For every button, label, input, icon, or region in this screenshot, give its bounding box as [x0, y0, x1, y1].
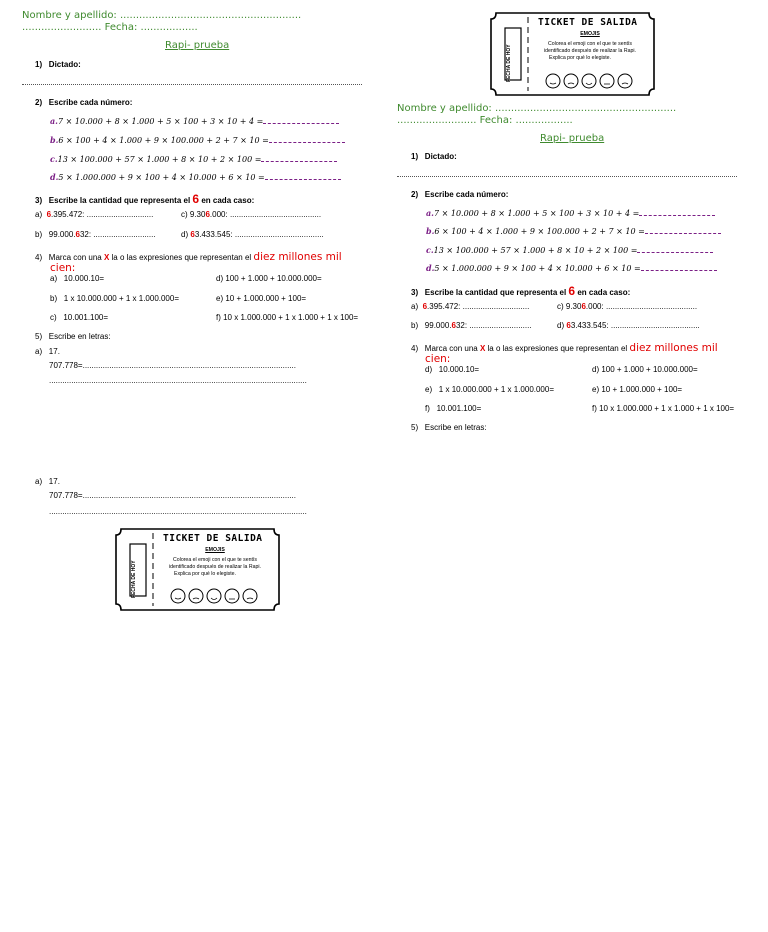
ticket-line3: Explica por qué lo elegiste. — [549, 55, 611, 61]
ticket-side-label: FECHA DE HOY — [131, 560, 137, 598]
date-label: ......................... Fecha: .................. — [22, 22, 198, 33]
exit-ticket-right — [490, 12, 655, 96]
answer-blank[interactable] — [639, 209, 715, 216]
q2-heading: 2) Escribe cada número: — [35, 98, 133, 107]
answer-blank[interactable] — [641, 264, 717, 271]
q5-heading: 5) Escribe en letras: — [411, 423, 487, 432]
q4-option-c[interactable]: c) 10.001.100= — [50, 313, 109, 322]
q3-a: a) 6.395.472: .............................. — [35, 210, 154, 219]
q2-item-c: c.13 × 100.000 + 57 × 1.000 + 8 × 10 + 2 × 100 = — [50, 154, 337, 164]
answer-blank[interactable] — [263, 117, 339, 124]
answer-blank[interactable] — [265, 173, 341, 180]
q1-heading: 1) Dictado: — [35, 60, 81, 69]
ticket-subtitle: EMOJIS — [205, 547, 225, 553]
q3-heading: 3) Escribe la cantidad que representa el 6 en cada caso: — [35, 192, 255, 206]
q4-heading: 4) Marca con una X la o las expresiones que representan el diez millones mil — [35, 251, 342, 263]
q4-option-d[interactable]: d) 100 + 1.000 + 10.000.000= — [216, 274, 322, 283]
q4-option-f-left[interactable]: f) 10.001.100= — [425, 404, 482, 413]
dictation-line — [397, 176, 737, 177]
q1-heading: 1) Dictado: — [411, 152, 457, 161]
q3-c: c) 9.306.000: ......................................... — [557, 302, 698, 311]
q3-c: c) 9.306.000: ......................................... — [181, 210, 322, 219]
q3-heading: 3) Escribe la cantidad que representa el 6 en cada caso: — [411, 284, 631, 298]
q4-option-d-left[interactable]: d) 10.000.10= — [425, 365, 480, 374]
ticket-subtitle: EMOJIS — [580, 31, 600, 37]
q2-item-b: b.6 × 100 + 4 × 1.000 + 9 × 100.000 + 2 + 7 × 10 = — [426, 226, 721, 236]
q3-b: b) 99.000.632: ............................ — [35, 230, 156, 239]
q4-option-b[interactable]: b) 1 x 10.000.000 + 1 x 1.000.000= — [50, 294, 180, 303]
q5-heading: 5) Escribe en letras: — [35, 332, 111, 341]
ticket-line3: Explica por qué lo elegiste. — [174, 571, 236, 577]
q3-d: d) 63.433.545: ........................................ — [557, 321, 700, 330]
exit-ticket-left — [115, 528, 280, 611]
ticket-title: TICKET DE SALIDA — [538, 17, 638, 28]
ticket-side-label: FECHA DE HOY — [506, 44, 512, 82]
name-label: Nombre y apellido: ......................................................... — [397, 103, 677, 114]
q4-option-e-left[interactable]: e) 1 x 10.000.000 + 1 x 1.000.000= — [425, 385, 555, 394]
q5-a: a) 17. — [35, 347, 60, 356]
q4-highlight-cont: cien: — [50, 262, 76, 274]
ticket-line2: identificado después de realizar la Rapi. — [169, 564, 261, 570]
answer-blank[interactable] — [269, 136, 345, 143]
q2-item-a: a.7 × 10.000 + 8 × 1.000 + 5 × 100 + 3 × 10 + 4 = — [426, 208, 715, 218]
answer-blank[interactable] — [637, 246, 713, 253]
dictation-line — [22, 84, 362, 85]
worksheet-title: Rapi- prueba — [165, 40, 230, 51]
ticket-line1: Colorea el emoji con el que te sentís — [173, 557, 257, 563]
q5-a-line3: .................................................................................................................... — [49, 376, 307, 385]
q3-d: d) 63.433.545: ........................................ — [181, 230, 324, 239]
q4-option-a[interactable]: a) 10.000.10= — [50, 274, 105, 283]
q2-heading: 2) Escribe cada número: — [411, 190, 509, 199]
q2-item-c: c.13 × 100.000 + 57 × 1.000 + 8 × 10 + 2 × 100 = — [426, 245, 713, 255]
date-label: ......................... Fecha: .................. — [397, 115, 573, 126]
name-label: Nombre y apellido: ......................................................... — [22, 10, 302, 21]
q4-option-e[interactable]: e) 10 + 1.000.000 + 100= — [592, 385, 683, 394]
q4-highlight-cont: cien: — [425, 353, 451, 365]
q2-item-d: d.5 × 1.000.000 + 9 × 100 + 4 × 10.000 + 6 × 10 = — [50, 172, 341, 182]
q4-heading: 4) Marca con una X la o las expresiones que representan el diez millones mil — [411, 342, 718, 354]
q4-option-e[interactable]: e) 10 + 1.000.000 + 100= — [216, 294, 307, 303]
q5-a-line2: 707.778=................................................................................................ — [49, 361, 296, 370]
q4-option-f[interactable]: f) 10 x 1.000.000 + 1 x 1.000 + 1 x 100= — [216, 313, 359, 322]
q3-b: b) 99.000.632: ............................ — [411, 321, 532, 330]
ticket-title: TICKET DE SALIDA — [163, 533, 263, 544]
q2-item-a: a.7 × 10.000 + 8 × 1.000 + 5 × 100 + 3 × 10 + 4 = — [50, 116, 339, 126]
q4-option-d[interactable]: d) 100 + 1.000 + 10.000.000= — [592, 365, 698, 374]
worksheet-title: Rapi- prueba — [540, 133, 605, 144]
q5-a-copy-line3: .................................................................................................................... — [49, 507, 307, 516]
q3-a: a) 6.395.472: .............................. — [411, 302, 530, 311]
q2-item-b: b.6 × 100 + 4 × 1.000 + 9 × 100.000 + 2 + 7 × 10 = — [50, 135, 345, 145]
q2-item-d: d.5 × 1.000.000 + 9 × 100 + 4 × 10.000 + 6 × 10 = — [426, 263, 717, 273]
q4-option-f[interactable]: f) 10 x 1.000.000 + 1 x 1.000 + 1 x 100= — [592, 404, 735, 413]
q5-a-copy: a) 17. — [35, 477, 60, 486]
ticket-line1: Colorea el emoji con el que te sentís — [548, 41, 632, 47]
ticket-line2: identificado después de realizar la Rapi. — [544, 48, 636, 54]
q5-a-copy-line2: 707.778=................................................................................................ — [49, 491, 296, 500]
answer-blank[interactable] — [261, 155, 337, 162]
answer-blank[interactable] — [645, 227, 721, 234]
